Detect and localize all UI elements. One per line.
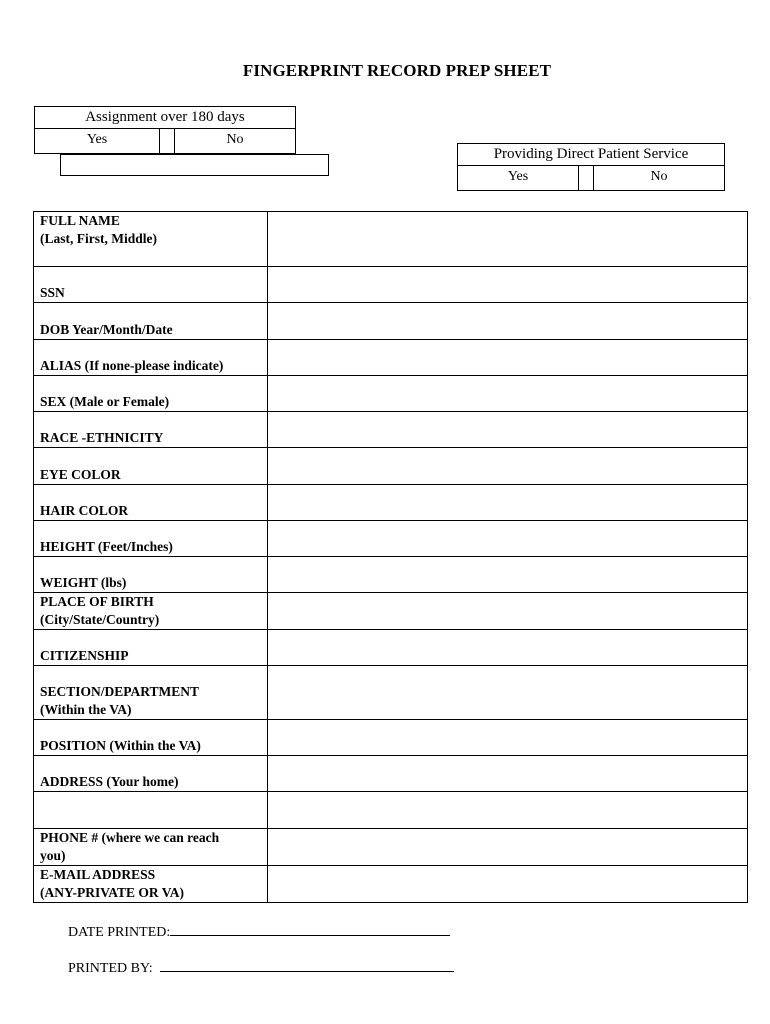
printed-by-field[interactable] <box>160 957 454 972</box>
field-label: HAIR COLOR <box>34 485 268 521</box>
assignment-yes-checkbox[interactable] <box>159 129 175 153</box>
date-printed-field[interactable] <box>170 921 450 936</box>
form-row <box>34 666 748 720</box>
printed-by-label: PRINTED BY: <box>68 961 153 976</box>
form-row <box>34 829 748 866</box>
assignment-header: Assignment over 180 days <box>85 109 245 125</box>
field-value[interactable] <box>268 756 748 792</box>
field-value[interactable] <box>268 557 748 593</box>
form-row <box>34 720 748 756</box>
field-value[interactable] <box>268 267 748 303</box>
form-row <box>34 412 748 448</box>
field-label: DOB Year/Month/Date <box>34 303 268 340</box>
field-value[interactable] <box>268 212 748 267</box>
form-row <box>34 792 748 829</box>
field-label: SECTION/DEPARTMENT (Within the VA) <box>34 666 268 720</box>
field-label: PHONE # (where we can reach you) <box>34 829 268 866</box>
field-value[interactable] <box>268 303 748 340</box>
patient-service-yes-label: Yes <box>507 169 529 184</box>
field-value[interactable] <box>268 792 748 829</box>
form-row <box>34 593 748 630</box>
form-row <box>34 303 748 340</box>
form-row <box>34 212 748 267</box>
field-value[interactable] <box>268 485 748 521</box>
form-row <box>34 521 748 557</box>
field-label: RACE -ETHNICITY <box>34 412 268 448</box>
field-label: POSITION (Within the VA) <box>34 720 268 756</box>
patient-service-no-label: No <box>650 169 668 184</box>
assignment-no-label: No <box>226 132 244 147</box>
field-label: ALIAS (If none-please indicate) <box>34 340 268 376</box>
fingerprint-form-table <box>33 211 748 903</box>
field-value[interactable] <box>268 866 748 903</box>
form-row <box>34 630 748 666</box>
patient-service-box <box>457 143 725 191</box>
form-row <box>34 267 748 303</box>
form-row <box>34 557 748 593</box>
form-row <box>34 866 748 903</box>
form-row <box>34 340 748 376</box>
date-printed-label: DATE PRINTED: <box>68 925 171 940</box>
field-label: ADDRESS (Your home) <box>34 756 268 792</box>
field-label: E-MAIL ADDRESS (ANY-PRIVATE OR VA) <box>34 866 268 903</box>
assignment-over-180-days-box <box>34 106 296 154</box>
field-value[interactable] <box>268 412 748 448</box>
field-label: EYE COLOR <box>34 448 268 485</box>
field-label: WEIGHT (lbs) <box>34 557 268 593</box>
field-label: SEX (Male or Female) <box>34 376 268 412</box>
form-row <box>34 448 748 485</box>
assignment-yes-label: Yes <box>86 132 108 147</box>
printed-by-line <box>68 957 454 977</box>
field-value[interactable] <box>268 448 748 485</box>
field-value[interactable] <box>268 376 748 412</box>
field-label: PLACE OF BIRTH (City/State/Country) <box>34 593 268 630</box>
date-printed-line <box>68 921 450 941</box>
field-value[interactable] <box>268 630 748 666</box>
field-label: HEIGHT (Feet/Inches) <box>34 521 268 557</box>
form-row <box>34 485 748 521</box>
field-value[interactable] <box>268 666 748 720</box>
form-row <box>34 376 748 412</box>
field-label <box>34 792 268 829</box>
patient-service-header: Providing Direct Patient Service <box>493 146 689 162</box>
field-value[interactable] <box>268 340 748 376</box>
assignment-entry-field[interactable] <box>60 154 329 176</box>
patient-service-yes-checkbox[interactable] <box>578 166 594 190</box>
field-value[interactable] <box>268 720 748 756</box>
field-label: FULL NAME (Last, First, Middle) <box>34 212 268 267</box>
field-value[interactable] <box>268 593 748 630</box>
field-label: SSN <box>34 267 268 303</box>
field-value[interactable] <box>268 521 748 557</box>
page-title: FINGERPRINT RECORD PREP SHEET <box>242 61 552 80</box>
field-label: CITIZENSHIP <box>34 630 268 666</box>
form-row <box>34 756 748 792</box>
field-value[interactable] <box>268 829 748 866</box>
